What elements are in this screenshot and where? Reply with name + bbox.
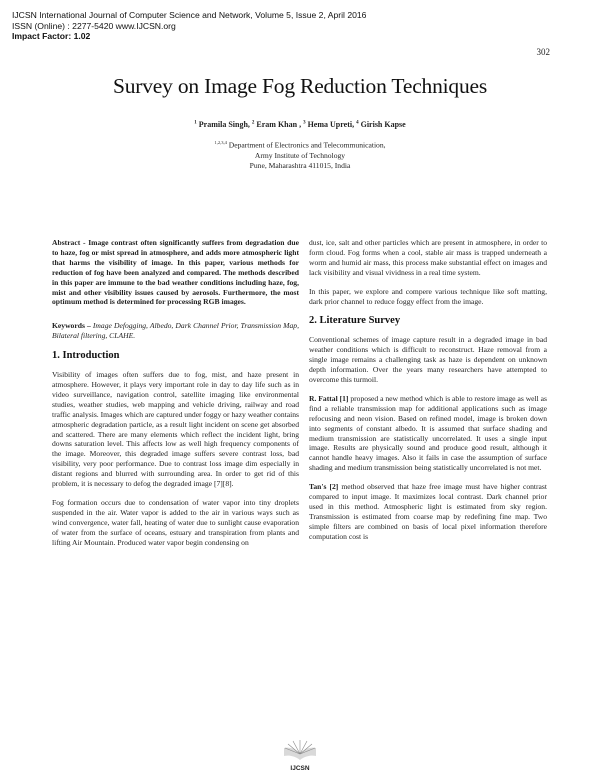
- literature-paragraph-1: Conventional schemes of image capture result in a degraded image in bad weather conditions which is difficult to reconstruct. Haze removal from a single image remains a challenging task as haze is dependent on unknown depth information. Over the years many researchers have attempted to overcome this turmoil.: [309, 335, 547, 384]
- author-name: Hema Upreti,: [305, 120, 357, 129]
- affiliation-sup: 1,2,3,4: [214, 140, 227, 145]
- page-number: 302: [536, 47, 550, 57]
- footer-logo-text: IJCSN: [290, 765, 310, 772]
- fattal-ref: R. Fattal [1]: [309, 393, 349, 403]
- footer: [0, 732, 600, 772]
- author-sup: 4: [356, 120, 359, 126]
- right-paragraph-1: dust, ice, salt and other particles which are present in atmosphere, in order to form cloud. Fog forms when a cool, stable air mass is trapped underneath a worm and humid air mass, this process make substantial effect on images and lack visibility and visual vividness in a real time system.: [309, 238, 547, 277]
- impact-factor: Impact Factor: 1.02: [12, 31, 91, 41]
- abstract: Abstract - Image contrast often significantly suffers from degradation due to haze, fog or mist spread in atmosphere, and adds more atmospheric light that harms the visibility of image. In this paper, various methods for reduction of fog have been analyzed and compared. The methods described in this paper are immune to the bad weather conditions including haze, fog, mist and other visibility issues caused by aerosols. Furthermore, the most optimum method is determined for processing RGB images.: [52, 238, 299, 307]
- right-column: [309, 238, 547, 551]
- affiliation: [0, 138, 600, 171]
- author-sup: 1: [194, 120, 197, 126]
- issn-line: ISSN (Online) : 2277-5420 www.IJCSN.org: [12, 20, 176, 31]
- author-sup: 2: [251, 120, 255, 126]
- journal-header: [12, 10, 366, 42]
- fattal-paragraph: [309, 394, 547, 473]
- journal-line: IJCSN International Journal of Computer Science and Network, Volume 5, Issue 2, April 2016: [12, 10, 367, 20]
- literature-heading: 2. Literature Survey: [309, 315, 401, 327]
- affiliation-institute: Army Institute of Technology: [254, 150, 346, 160]
- author-name: Girish Kapse: [358, 120, 406, 129]
- intro-heading: 1. Introduction: [52, 350, 120, 362]
- author-sup: 3: [303, 120, 306, 126]
- left-column: [52, 238, 299, 556]
- tan-text: method observed that haze free image must have higher contrast compared to input image. It maximizes local contrast. Dark channel prior used in this method. Atmospheric light is estimated from sky region. Transmission is estimated from coarse map by redefining fine map. Two simple filters are combined on basis of local pixel information therefore computation cost is: [309, 482, 547, 541]
- fattal-text: proposed a new method which is able to restore image as well as find a reliable transmission map for additional applications such as image refocusing and neon vision. Based on refined model, image is broken down into segments of constant albedo. It is assumed that surface shading and medium transmission are statistically uncorrelated. It uses a single input image. Results are physically sound and produce good result, although it cannot handle heavy images. Also it fails in case the assumption of surface shading and medium transmission being statistically uncorrelated is not met.: [309, 393, 547, 473]
- author-name: Pramila Singh,: [196, 120, 252, 129]
- tan-ref: Tan's [2]: [309, 482, 339, 492]
- intro-paragraph-1: Visibility of images often suffers due to fog, mist, and haze present in atmosphere. However, it plays very important role in day to day life such as in video surveillance, navigation control, satellite imaging like environmental studies, weather studies, web mapping and vehicle driving, railway and road traffic analysis. Images which are captured under foggy or hazy weather contains atmospheric degradation particle, as a result light incident on scene get absorbed and scattered. There are many elements which reflect the incident light, bring downs saturation level. This affects low as well high frequency components of the image. Moreover, this degraded image suffers severe contrast loss, bad visibility, very poor performance. Due to contrast loss image dim especially in distant regions and blurred with surrounding area. In order to get rid of this problem, it is necessary to defog the degraded image [7][8].: [52, 370, 299, 489]
- affiliation-place: Pune, Maharashtra 411015, India: [249, 160, 351, 170]
- paper-title: Survey on Image Fog Reduction Techniques: [112, 74, 488, 98]
- intro-paragraph-2: Fog formation occurs due to condensation of water vapor into tiny droplets suspended in the air. Water vapor is added to the air in various ways such as wind convergence, water fall, heating of water due to sunlight cause evaporation of water from the surface of oceans, estuary and transpiration from plants and lifting Air Mountain. Produced water vapor begin condensing on: [52, 497, 299, 547]
- keywords-text: Image Defogging, Albedo, Dark Channel Prior, Transmission Map, Bilateral filtering, CLAHE.: [52, 321, 299, 341]
- keywords-label: Keywords –: [52, 321, 93, 331]
- book-logo-icon: [281, 732, 319, 762]
- affiliation-dept: Department of Electronics and Telecommunication,: [226, 140, 386, 150]
- tan-paragraph: [309, 482, 547, 541]
- keywords: [52, 321, 299, 341]
- right-paragraph-2: In this paper, we explore and compere various technique like soft matting, dark prior channel to reduce foggy effect from the image.: [309, 286, 547, 306]
- author-name: Eram Khan ,: [254, 120, 304, 129]
- author-list: [0, 120, 600, 129]
